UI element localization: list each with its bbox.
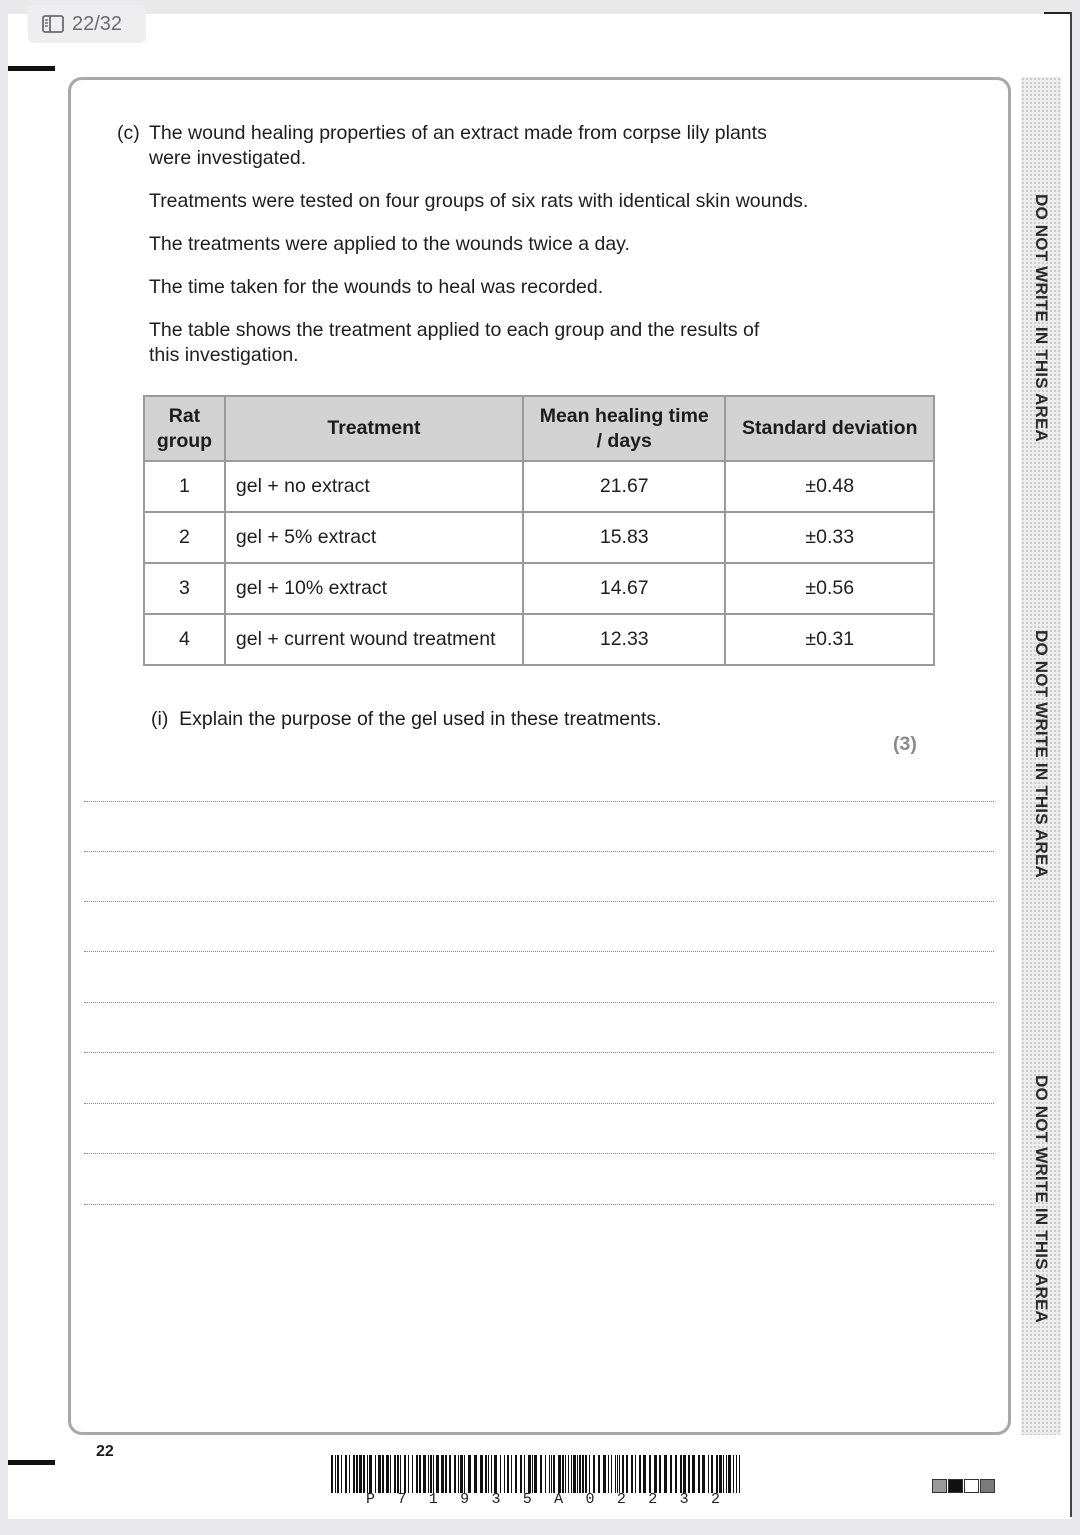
barcode-bar [617, 1455, 618, 1493]
barcode-bar [540, 1455, 542, 1493]
answer-line[interactable] [84, 901, 994, 902]
barcode-bar [433, 1455, 434, 1493]
barcode-bar [579, 1455, 581, 1493]
subquestion [151, 707, 662, 732]
barcode-bar [534, 1455, 537, 1493]
barcode-bar [363, 1455, 365, 1493]
page-indicator[interactable] [28, 5, 146, 43]
barcode-digit: 2 [648, 1491, 658, 1508]
question-paragraph: Treatments were tested on four groups of six rats with identical skin wounds. [149, 190, 809, 212]
table-row [144, 614, 934, 665]
cell-group: 4 [144, 614, 225, 665]
header-treatment: Treatment [225, 396, 523, 461]
barcode-bar [675, 1455, 677, 1493]
barcode-bar [390, 1455, 391, 1493]
barcode-bar [378, 1455, 381, 1493]
do-not-write-label: DO NOT WRITE IN THIS AREA [1032, 193, 1051, 443]
answer-line[interactable] [84, 801, 994, 802]
barcode-bar [386, 1455, 389, 1493]
answer-line[interactable] [84, 1103, 994, 1104]
barcode-bar [353, 1455, 355, 1493]
barcode-bar [571, 1455, 572, 1493]
barcode-bar [615, 1455, 616, 1493]
header-rat-group [144, 396, 225, 461]
barcode-bar [436, 1455, 439, 1493]
page-marker-squares [932, 1479, 995, 1493]
barcode-bar [639, 1455, 641, 1493]
barcode-bar [654, 1455, 657, 1493]
barcode-bar [464, 1455, 465, 1493]
barcode-bar [680, 1455, 682, 1493]
barcode-bar [545, 1455, 546, 1493]
page-number: 22 [96, 1443, 114, 1460]
cell-sd: ±0.56 [725, 563, 934, 614]
answer-line[interactable] [84, 951, 994, 952]
barcode-bar [491, 1455, 492, 1493]
barcode-bar [565, 1455, 566, 1493]
barcode-bar [524, 1455, 525, 1493]
barcode-bar [445, 1455, 447, 1493]
barcode-bar [485, 1455, 487, 1493]
barcode-bar [335, 1455, 336, 1493]
barcode-bar [349, 1455, 350, 1493]
barcode-bar [664, 1455, 667, 1493]
barcode-bar [622, 1455, 624, 1493]
cell-mean: 12.33 [523, 614, 725, 665]
barcode [331, 1455, 745, 1493]
barcode-bar [507, 1455, 509, 1493]
barcode-bar [494, 1455, 497, 1493]
barcode-bar [430, 1455, 432, 1493]
cell-group: 1 [144, 461, 225, 512]
barcode-digit: 1 [428, 1491, 438, 1508]
barcode-bar [441, 1455, 444, 1493]
barcode-bar [728, 1455, 731, 1493]
barcode-bar [688, 1455, 690, 1493]
barcode-bar [382, 1455, 384, 1493]
barcode-bar [359, 1455, 362, 1493]
barcode-bar [619, 1455, 620, 1493]
barcode-bar [603, 1455, 606, 1493]
results-table [143, 395, 935, 666]
question-paragraph: this investigation. [149, 344, 299, 366]
barcode-bar [454, 1455, 456, 1493]
barcode-bar [488, 1455, 489, 1493]
cell-sd: ±0.33 [725, 512, 934, 563]
barcode-bar [404, 1455, 406, 1493]
header-standard-deviation: Standard deviation [725, 396, 934, 461]
do-not-write-label: DO NOT WRITE IN THIS AREA [1032, 629, 1051, 879]
answer-line[interactable] [84, 851, 994, 852]
answer-line[interactable] [84, 1153, 994, 1154]
cell-group: 3 [144, 563, 225, 614]
barcode-bar [369, 1455, 372, 1493]
barcode-bar [562, 1455, 564, 1493]
barcode-bar [341, 1455, 342, 1493]
barcode-bar [532, 1455, 533, 1493]
barcode-digit: 5 [522, 1491, 532, 1508]
barcode-bar [375, 1455, 376, 1493]
barcode-bar [733, 1455, 734, 1493]
header-text: Rat [168, 404, 201, 427]
barcode-bar [726, 1455, 727, 1493]
barcode-bar [736, 1455, 737, 1493]
answer-line[interactable] [84, 1052, 994, 1053]
barcode-bar [394, 1455, 396, 1493]
registration-mark-bottom [8, 1460, 55, 1465]
barcode-bar [468, 1455, 471, 1493]
barcode-bar [589, 1455, 590, 1493]
page-edge-line [1070, 12, 1072, 1517]
barcode-bar [635, 1455, 636, 1493]
barcode-bar [549, 1455, 550, 1493]
cell-mean: 14.67 [523, 563, 725, 614]
answer-line[interactable] [84, 1204, 994, 1205]
barcode-bar [356, 1455, 358, 1493]
barcode-bar [528, 1455, 531, 1493]
barcode-bar [577, 1455, 578, 1493]
barcode-bar [408, 1455, 409, 1493]
barcode-digit: 3 [491, 1491, 501, 1508]
question-intro-line2: were investigated. [149, 147, 307, 169]
barcode-digit: 2 [710, 1491, 720, 1508]
do-not-write-label: DO NOT WRITE IN THIS AREA [1032, 1074, 1051, 1324]
marker-square [980, 1479, 995, 1493]
barcode-digit: P [366, 1491, 376, 1508]
barcode-bar [553, 1455, 555, 1493]
barcode-digit: 3 [679, 1491, 689, 1508]
marker-square [964, 1479, 979, 1493]
barcode-bar [511, 1455, 512, 1493]
barcode-bar [708, 1455, 709, 1493]
cell-treatment: gel + no extract [225, 461, 523, 512]
cell-mean: 21.67 [523, 461, 725, 512]
page-indicator-text: 22/32 [72, 12, 123, 35]
table-row [144, 512, 934, 563]
question-paragraph: The treatments were applied to the wounds twice a day. [149, 233, 630, 255]
barcode-bar [419, 1455, 421, 1493]
header-text: / days [596, 429, 652, 452]
barcode-bar [723, 1455, 724, 1493]
barcode-bar [626, 1455, 628, 1493]
table-row [144, 461, 934, 512]
header-text: Mean healing time [539, 404, 709, 427]
barcode-bar [460, 1455, 463, 1493]
barcode-bar [474, 1455, 477, 1493]
marker-square [948, 1479, 963, 1493]
barcode-bar [573, 1455, 576, 1493]
barcode-bar [337, 1455, 339, 1493]
question-label: (c) [117, 122, 140, 144]
barcode-bar [558, 1455, 561, 1493]
barcode-digit: 0 [585, 1491, 595, 1508]
barcode-digit: 7 [397, 1491, 407, 1508]
header-text: group [156, 429, 213, 452]
corner-mark [1044, 12, 1072, 14]
barcode-bar [670, 1455, 672, 1493]
marker-square [932, 1479, 947, 1493]
barcode-bar [400, 1455, 401, 1493]
barcode-bar [739, 1455, 740, 1493]
barcode-bar [551, 1455, 552, 1493]
question-intro-line1: The wound healing properties of an extract made from corpse lily plants [149, 122, 767, 144]
subquestion-label: (i) [151, 708, 169, 730]
barcode-bar [367, 1455, 368, 1493]
table-row [144, 563, 934, 614]
barcode-bar [711, 1455, 713, 1493]
barcode-bar [683, 1455, 686, 1493]
barcode-bar [643, 1455, 646, 1493]
barcode-bar [608, 1455, 609, 1493]
barcode-bar [568, 1455, 569, 1493]
barcode-bar [515, 1455, 517, 1493]
barcode-bar [449, 1455, 451, 1493]
barcode-bar [716, 1455, 718, 1493]
barcode-bar [500, 1455, 501, 1493]
cell-mean: 15.83 [523, 512, 725, 563]
barcode-bar [520, 1455, 522, 1493]
table-header-row [144, 396, 934, 461]
barcode-bar [458, 1455, 459, 1493]
barcode-bar [412, 1455, 413, 1493]
barcode-digit: A [554, 1491, 564, 1508]
subquestion-text: Explain the purpose of the gel used in these treatments. [179, 708, 662, 730]
sidebar-panel-icon [42, 15, 64, 33]
cell-group: 2 [144, 512, 225, 563]
barcode-bar [416, 1455, 418, 1493]
barcode-bar [698, 1455, 700, 1493]
barcode-bar [397, 1455, 399, 1493]
marks-allocation: (3) [893, 733, 917, 755]
barcode-bar [585, 1455, 587, 1493]
barcode-bar [659, 1455, 661, 1493]
barcode-digit: 9 [460, 1491, 470, 1508]
question-paragraph: The table shows the treatment applied to each group and the results of [149, 319, 760, 341]
barcode-bar [345, 1455, 347, 1493]
registration-mark-top [8, 66, 55, 71]
barcode-bar [423, 1455, 426, 1493]
question-paragraph: The time taken for the wounds to heal was recorded. [149, 276, 604, 298]
answer-line[interactable] [84, 1002, 994, 1003]
cell-treatment: gel + 10% extract [225, 563, 523, 614]
barcode-bar [582, 1455, 584, 1493]
barcode-bar [692, 1455, 695, 1493]
barcode-digit: 2 [616, 1491, 626, 1508]
barcode-digits [366, 1491, 720, 1508]
barcode-bar [719, 1455, 722, 1493]
barcode-bar [611, 1455, 612, 1493]
header-mean-healing-time [523, 396, 725, 461]
barcode-bar [702, 1455, 705, 1493]
barcode-bar [593, 1455, 595, 1493]
cell-treatment: gel + 5% extract [225, 512, 523, 563]
cell-sd: ±0.48 [725, 461, 934, 512]
cell-treatment: gel + current wound treatment [225, 614, 523, 665]
barcode-bar [480, 1455, 483, 1493]
barcode-bar [504, 1455, 505, 1493]
barcode-bar [649, 1455, 651, 1493]
barcode-bar [598, 1455, 600, 1493]
barcode-bar [428, 1455, 429, 1493]
barcode-bar [631, 1455, 633, 1493]
barcode-bar [331, 1455, 333, 1493]
cell-sd: ±0.31 [725, 614, 934, 665]
